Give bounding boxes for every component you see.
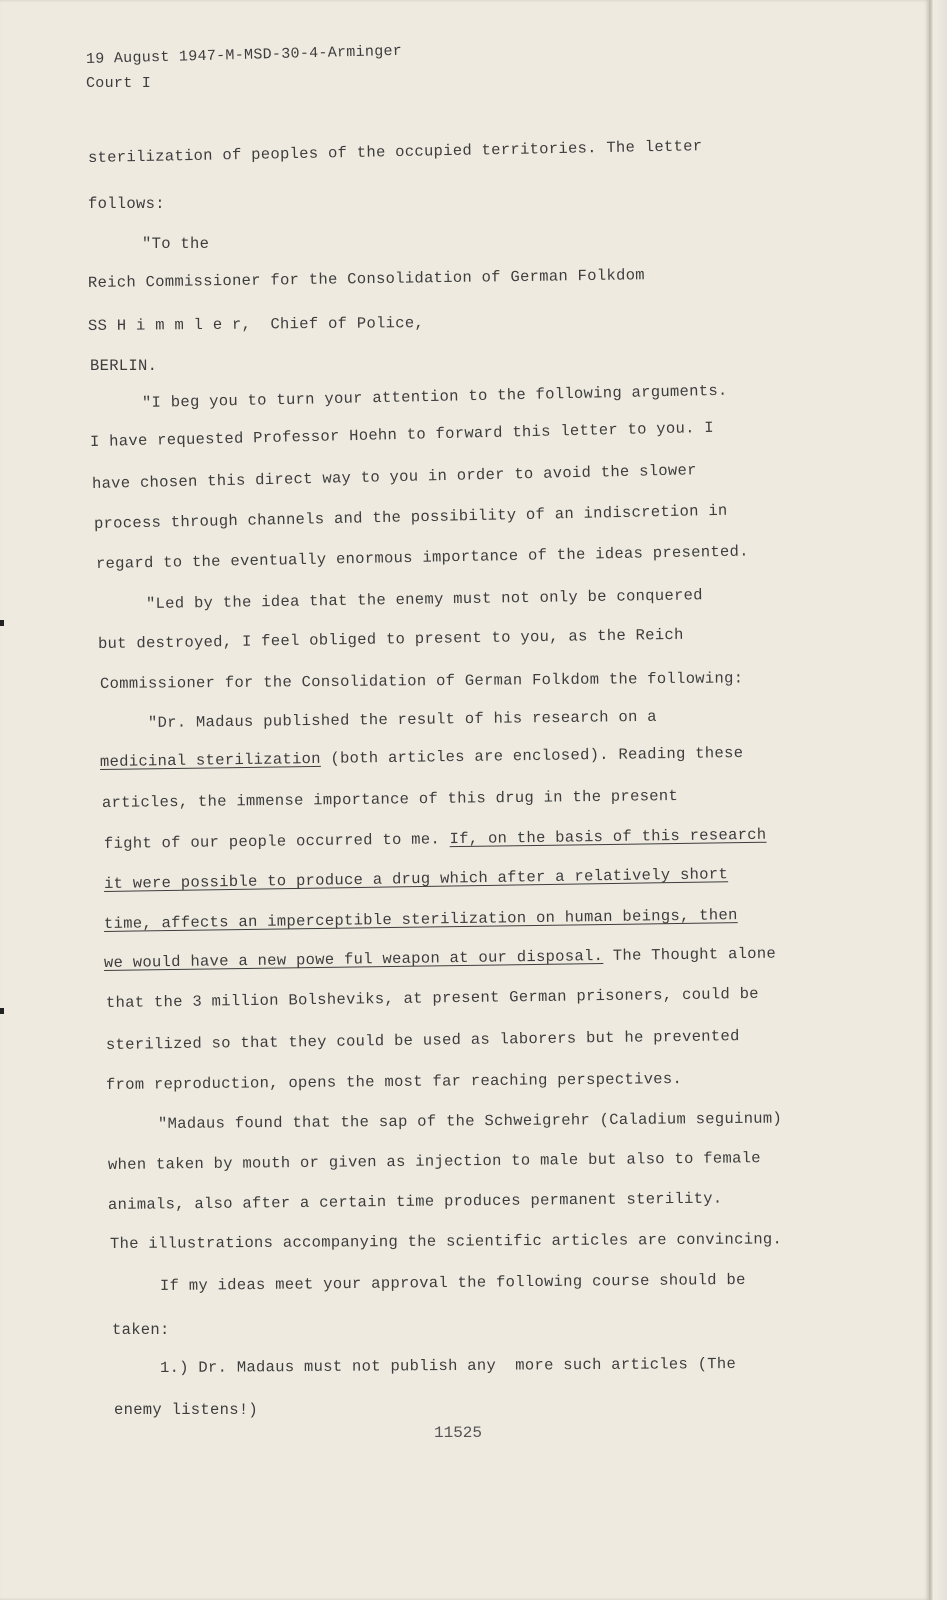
body-line: Commissioner for the Consolidation of German Folkdom the following: (99, 669, 744, 693)
body-line: If my ideas meet your approval the following course should be (159, 1270, 746, 1295)
underlined-phrase: medicinal sterilization (99, 749, 321, 771)
body-line: The illustrations accompanying the scientific articles are convincing. (109, 1230, 783, 1253)
body-line: BERLIN. (90, 357, 158, 375)
body-line: 1.) Dr. Madaus must not publish any more such articles (The (159, 1354, 737, 1377)
body-text-span: The Thought alone (603, 944, 777, 966)
punch-mark (0, 620, 4, 626)
body-line: but destroyed, I feel obliged to present to you, as the Reich (97, 625, 684, 653)
body-line: "To the (142, 235, 210, 253)
body-line: taken: (112, 1321, 170, 1339)
body-line: when taken by mouth or given as injection to male but also to female (107, 1149, 761, 1174)
underlined-line: time, affects an imperceptible sterilization on human beings, then (103, 906, 738, 933)
body-line: from reproduction, opens the most far reaching perspectives. (105, 1069, 683, 1094)
body-line: "I beg you to turn your attention to the following arguments. (141, 381, 728, 412)
header-date-reference: 19 August 1947-M-MSD-30-4-Arminger (85, 42, 403, 68)
punch-mark (0, 1008, 4, 1014)
body-line: articles, the immense importance of this drug in the present (101, 786, 679, 812)
header-court: Court I (86, 75, 152, 92)
body-line: "Dr. Madaus published the result of his research on a (147, 707, 657, 732)
body-line: enemy listens!) (114, 1401, 259, 1419)
body-line (104, 944, 776, 973)
body-line (104, 825, 767, 854)
body-line: animals, also after a certain time produces permanent sterility. (107, 1189, 723, 1214)
body-text-span: fight of our people occurred to me. (103, 830, 450, 853)
body-line: "Madaus found that the sap of the Schweigrehr (Caladium seguinum) (157, 1109, 783, 1133)
body-line: that the 3 million Bolsheviks, at present German prisoners, could be (105, 984, 759, 1012)
body-line: Reich Commissioner for the Consolidation of German Folkdom (87, 266, 645, 292)
underlined-phrase: If, on the basis of this research (449, 825, 767, 849)
body-line: follows: (88, 195, 165, 213)
body-line (100, 743, 744, 772)
body-line: "Led by the idea that the enemy must not only be conquered (145, 586, 703, 613)
underlined-line: it were possible to produce a drug which after a relatively short (103, 865, 729, 893)
body-line: sterilized so that they could be used as laborers but he prevented (105, 1027, 740, 1054)
body-text-span: (both articles are enclosed). Reading these (320, 744, 744, 768)
underlined-phrase: we would have a new powe ful weapon at our disposal. (103, 947, 604, 972)
page-number: 11525 (434, 1424, 483, 1442)
body-line: have chosen this direct way to you in order to avoid the slower (91, 461, 697, 493)
body-line: SS H i m m l e r, Chief of Police, (87, 314, 425, 335)
body-line: I have requested Professor Hoehn to forward this letter to you. I (89, 418, 715, 451)
body-line: regard to the eventually enormous importance of the ideas presented. (95, 542, 749, 573)
body-line: process through channels and the possibility of an indiscretion in (93, 501, 728, 533)
page-edge (929, 0, 947, 1600)
body-line: sterilization of peoples of the occupied territories. The letter (87, 137, 703, 167)
